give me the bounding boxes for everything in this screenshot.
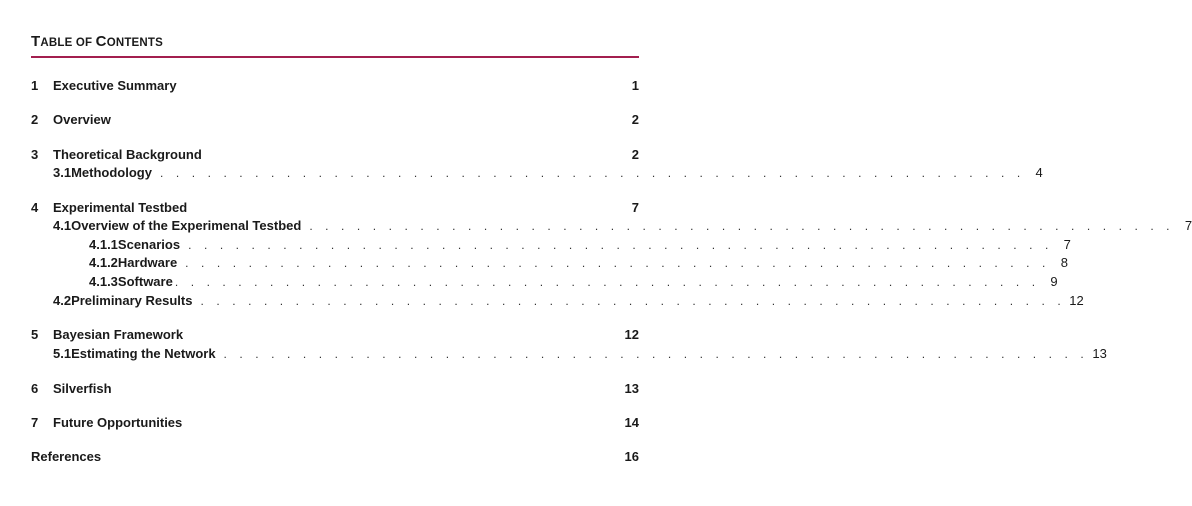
page-number: 13 xyxy=(624,381,639,396)
section-number: 4.2 xyxy=(53,293,72,308)
section-title: Overview of the Experimenal Testbed xyxy=(71,218,302,233)
toc-entry-preliminary-results[interactable] xyxy=(31,293,1084,309)
toc-entry-future-opportunities[interactable] xyxy=(31,415,639,431)
toc-entry-experimental-testbed[interactable] xyxy=(31,200,639,216)
title-smallcaps-2: ONTENTS xyxy=(106,37,164,49)
toc-entry-theoretical-background[interactable] xyxy=(31,147,639,163)
page-number: 7 xyxy=(1184,218,1192,233)
title-smallcaps-1: ABLE OF xyxy=(40,37,96,49)
page-number: 7 xyxy=(631,200,639,215)
section-number: 1 xyxy=(31,78,39,93)
section-number: 6 xyxy=(31,381,39,396)
toc-entry-overview[interactable] xyxy=(31,112,639,128)
toc-title xyxy=(31,33,163,50)
section-title: Overview xyxy=(53,112,111,127)
dot-leader: . . . . . . . . . . . . . . . . . . . . . . . . . . . . . . . . . . . . . . . . . . . . . . . . . . . . . . . xyxy=(174,275,1040,289)
section-title: Theoretical Background xyxy=(53,147,202,162)
page-number: 8 xyxy=(1060,255,1068,270)
page-number: 4 xyxy=(1035,165,1043,180)
title-initial-t: T xyxy=(31,33,41,50)
section-title: Scenarios xyxy=(117,237,181,252)
section-title: Hardware xyxy=(117,255,178,270)
toc-entry-references[interactable] xyxy=(31,449,639,465)
section-number: 3.1 xyxy=(53,165,72,180)
page-number: 13 xyxy=(1092,346,1107,361)
dot-leader: . . . . . . . . . . . . . . . . . . . . . . . . . . . . . . . . . . . . . . . . . . . . . . . . . . . . . . . xyxy=(309,219,1175,233)
section-number: 5 xyxy=(31,327,39,342)
page-number: 12 xyxy=(624,327,639,342)
page-number: 12 xyxy=(1069,293,1084,308)
section-title: Preliminary Results xyxy=(71,293,193,308)
section-number: 7 xyxy=(31,415,39,430)
section-title: Future Opportunities xyxy=(53,415,183,430)
toc-entry-estimating-network[interactable] xyxy=(31,346,1107,362)
page-number: 2 xyxy=(631,112,639,127)
section-number: 4.1 xyxy=(53,218,72,233)
page-number: 7 xyxy=(1063,237,1071,252)
dot-leader: . . . . . . . . . . . . . . . . . . . . . . . . . . . . . . . . . . . . . . . . . . . . . . . . . . . . . . . xyxy=(185,256,1050,270)
section-title: Experimental Testbed xyxy=(53,200,188,215)
section-title: Estimating the Network xyxy=(71,346,216,361)
toc-entry-bayesian-framework[interactable] xyxy=(31,327,639,343)
page-number: 9 xyxy=(1050,274,1058,289)
section-title: Bayesian Framework xyxy=(53,327,184,342)
section-number: 4.1.3 xyxy=(89,274,118,289)
dot-leader: . . . . . . . . . . . . . . . . . . . . . . . . . . . . . . . . . . . . . . . . . . . . . . . . . . . . . . . xyxy=(159,166,1025,180)
section-title: Methodology xyxy=(71,165,152,180)
toc-entry-methodology[interactable] xyxy=(31,165,1043,181)
section-number: 2 xyxy=(31,112,39,127)
page-number: 2 xyxy=(631,147,639,162)
section-number: 3 xyxy=(31,147,39,162)
section-number: 5.1 xyxy=(53,346,72,361)
toc-entry-executive-summary[interactable] xyxy=(31,78,639,94)
section-number: 4.1.2 xyxy=(89,255,118,270)
page-number: 16 xyxy=(624,449,639,464)
toc-entry-silverfish[interactable] xyxy=(31,381,639,397)
section-title: Software xyxy=(117,274,173,289)
page-number: 14 xyxy=(624,415,639,430)
title-rule xyxy=(31,56,639,58)
toc-entry-overview-testbed[interactable] xyxy=(31,218,1192,234)
dot-leader: . . . . . . . . . . . . . . . . . . . . . . . . . . . . . . . . . . . . . . . . . . . . . . . . . . . . . . . xyxy=(188,238,1053,252)
dot-leader: . . . . . . . . . . . . . . . . . . . . . . . . . . . . . . . . . . . . . . . . . . . . . . . . . . . . . . . xyxy=(200,294,1066,308)
dot-leader: . . . . . . . . . . . . . . . . . . . . . . . . . . . . . . . . . . . . . . . . . . . . . . . . . . . . . . . xyxy=(223,347,1089,361)
section-title: References xyxy=(31,449,102,464)
section-number: 4.1.1 xyxy=(89,237,118,252)
title-initial-c: C xyxy=(95,33,107,50)
section-number: 4 xyxy=(31,200,39,215)
section-title: Silverfish xyxy=(53,381,112,396)
toc-entry-scenarios[interactable] xyxy=(31,237,1071,253)
page-number: 1 xyxy=(631,78,639,93)
section-title: Executive Summary xyxy=(53,78,177,93)
toc-entry-software[interactable] xyxy=(31,274,1058,290)
toc-entry-hardware[interactable] xyxy=(31,255,1068,271)
